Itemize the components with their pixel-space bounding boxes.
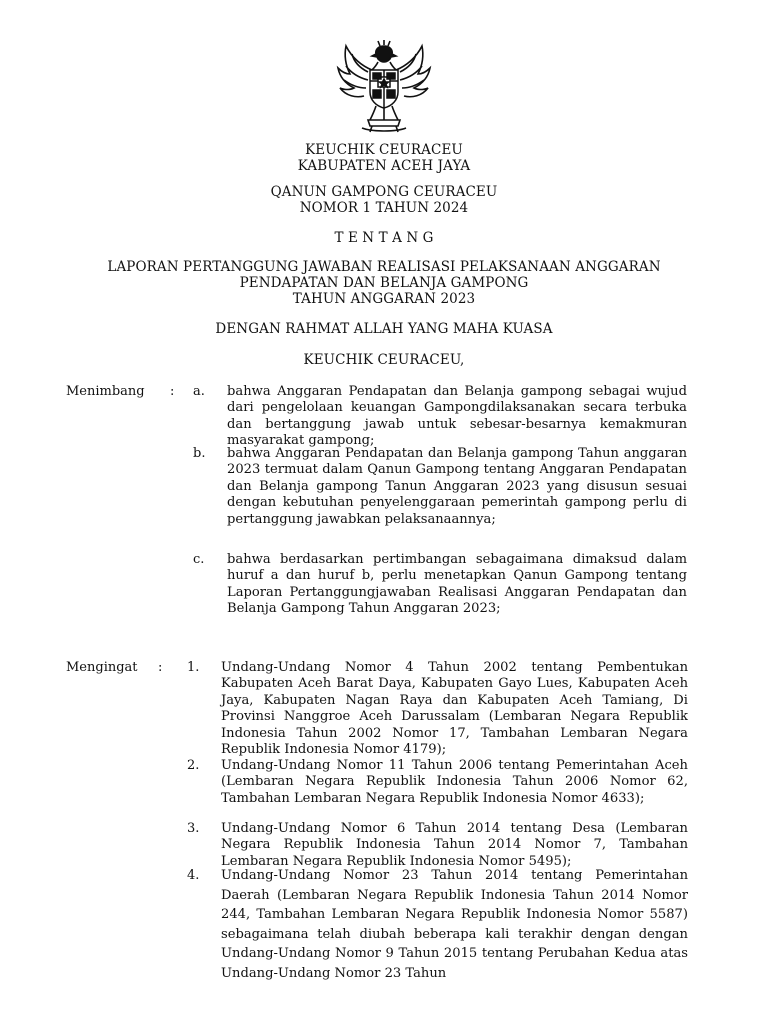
mengingat-item-text: Undang-Undang Nomor 6 Tahun 2014 tentang Desa (Lembaran Negara Republik Indonesia Tahun 2014 Nomor 7, Tambahan Lembaran Negara Republik Indonesia Nomor 5495); bbox=[221, 821, 688, 869]
title-line-2: PENDAPATAN DAN BELANJA GAMPONG bbox=[239, 275, 529, 291]
menimbang-colon: : bbox=[170, 384, 175, 399]
mengingat-item-marker: 4. bbox=[187, 868, 200, 883]
header-line-1: KEUCHIK CEURACEU bbox=[305, 142, 463, 158]
menimbang-item-text: bahwa Anggaran Pendapatan dan Belanja gampong Tahun anggaran 2023 termuat dalam Qanun Gampong tentang Anggaran Pendapatan dan Belanja gampong Tanun Anggaran 2023 yang disusun sesuai dengan kebutuhan penyelenggaraan pemerintah gampong perlu di pertanggung jawabkan pelaksanaannya; bbox=[227, 446, 687, 527]
rahmat-line: DENGAN RAHMAT ALLAH YANG MAHA KUASA bbox=[215, 321, 553, 337]
tentang-heading: T E N T A N G bbox=[334, 230, 434, 246]
menimbang-item-marker: a. bbox=[193, 384, 205, 399]
garuda-emblem-icon bbox=[332, 40, 436, 136]
title-line-3: TAHUN ANGGARAN 2023 bbox=[292, 291, 476, 307]
mengingat-colon: : bbox=[158, 660, 163, 675]
menimbang-label: Menimbang bbox=[66, 384, 145, 399]
mengingat-item-marker: 3. bbox=[187, 821, 200, 836]
mengingat-item-text: Undang-Undang Nomor 23 Tahun 2014 tentang Pemerintahan Daerah (Lembaran Negara Republik Indonesia Tahun 2014 Nomor 244, Tambahan Lembaran Negara Republik Indonesia Nomor 5587) sebagaimana telah diubah beberapa kali terakhir dengan dengan Undang-Undang Nomor 9 Tahun 2015 tentang Perubahan Kedua atas Undang-Undang Nomor 23 Tahun bbox=[221, 868, 688, 981]
mengingat-item-marker: 2. bbox=[187, 758, 200, 773]
menimbang-item-text: bahwa Anggaran Pendapatan dan Belanja gampong sebagai wujud dari pengelolaan keuangan Gampongdilaksanakan secara terbuka dan bertanggung jawab untuk sebesar-besarnya kemakmuran masyarakat gampong; bbox=[227, 384, 687, 449]
menimbang-item-text: bahwa berdasarkan pertimbangan sebagaimana dimaksud dalam huruf a dan huruf b, perlu menetapkan Qanun Gampong tentang Laporan Pertanggungjawaban Realisasi Anggaran Pendapatan dan Belanja Gampong Tahun Anggaran 2023; bbox=[227, 552, 687, 617]
menimbang-item-marker: c. bbox=[193, 552, 205, 567]
keuchik-line: KEUCHIK CEURACEU, bbox=[303, 352, 465, 368]
mengingat-item-marker: 1. bbox=[187, 660, 200, 675]
menimbang-item-marker: b. bbox=[193, 446, 206, 461]
mengingat-item-text: Undang-Undang Nomor 4 Tahun 2002 tentang Pembentukan Kabupaten Aceh Barat Daya, Kabupaten Gayo Lues, Kabupaten Aceh Jaya, Kabupaten Nagan Raya dan Kabupaten Aceh Tamiang, Di Provinsi Nanggroe Aceh Darussalam (Lembaran Negara Republik Indonesia Tahun 2002 Nomor 17, Tambahan Lembaran Negara Republik Indonesia Nomor 4179); bbox=[221, 660, 688, 758]
header-line-3: QANUN GAMPONG CEURACEU bbox=[270, 184, 498, 200]
header-line-4: NOMOR 1 TAHUN 2024 bbox=[299, 200, 469, 216]
title-line-1: LAPORAN PERTANGGUNG JAWABAN REALISASI PELAKSANAAN ANGGARAN bbox=[107, 259, 661, 275]
mengingat-label: Mengingat bbox=[66, 660, 138, 675]
mengingat-item-text: Undang-Undang Nomor 11 Tahun 2006 tentang Pemerintahan Aceh (Lembaran Negara Republik Indonesia Tahun 2006 Nomor 62, Tambahan Lembaran Negara Republik Indonesia Nomor 4633); bbox=[221, 758, 688, 806]
header-line-2: KABUPATEN ACEH JAYA bbox=[297, 158, 471, 174]
